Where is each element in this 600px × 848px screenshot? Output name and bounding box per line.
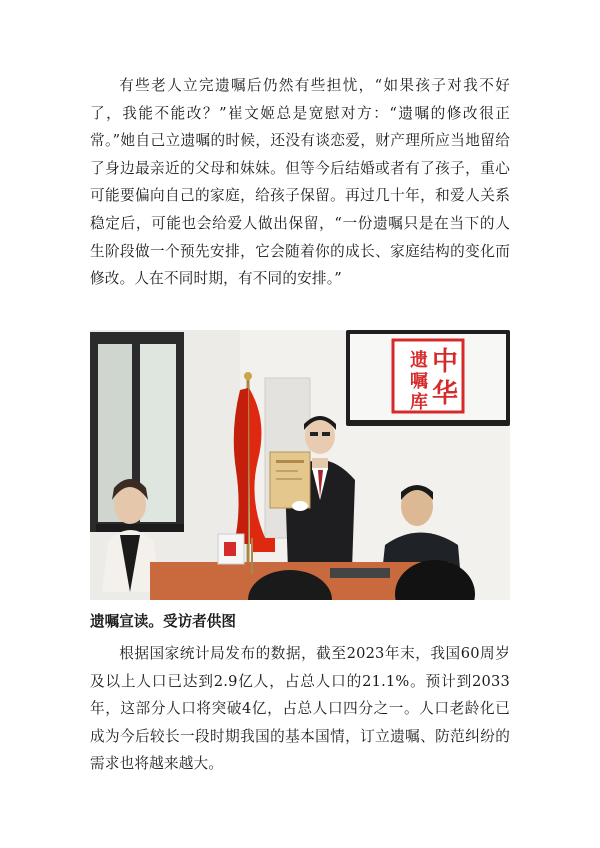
article-photo	[90, 330, 510, 600]
tv-screen	[346, 330, 510, 426]
photo-caption: 遗嘱宣读。受访者供图	[90, 613, 236, 630]
paragraph-1: 有些老人立完遗嘱后仍然有些担忧，“如果孩子对我不好了，我能不能改？”崔文姬总是宽慰对方：“遗嘱的修改很正常。”她自己立遗嘱的时候，还没有谈恋爱，财产理所应当地留给了身边最亲近的父母和妹妹。但等今后结婚或者有了孩子，重心可能要偏向自己的家庭，给孩子保留。再过几十年，和爱人关系稳定后，可能也会给爱人做出保留，“一份遗嘱只是在当下的人生阶段做一个预先安排，它会随着你的成长、家庭结构的变化而修改。人在不同时期，有不同的安排。”	[90, 77, 510, 288]
seal-char-3: 库	[410, 392, 428, 413]
paragraph-2: 根据国家统计局发布的数据，截至2023年末，我国60周岁及以上人口已达到2.9亿人，占总人口的21.1%。预计到2033年，这部分人口将突破4亿，占总人口四分之一。人口老龄化已成为今后较长一段时期我国的基本国情，订立遗嘱、防范纠纷的需求也将越来越大。	[90, 645, 510, 773]
article-body-bottom	[90, 640, 510, 778]
seal-char-5: 华	[432, 379, 459, 409]
seal-char-1: 遗	[410, 350, 428, 371]
article-body-top	[90, 72, 510, 293]
seal-char-2: 嘱	[410, 371, 428, 392]
seal-char-4: 中	[432, 347, 459, 377]
photo-illustration	[90, 330, 510, 600]
